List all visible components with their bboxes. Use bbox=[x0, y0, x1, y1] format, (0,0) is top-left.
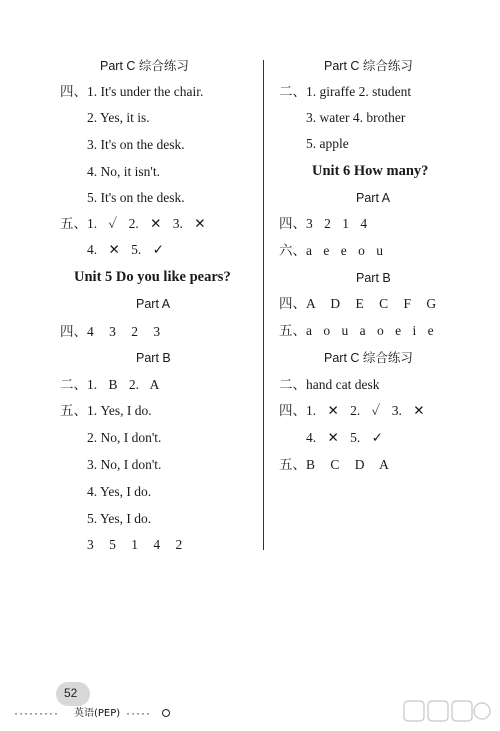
dotted-rule-right: ····· bbox=[126, 706, 151, 720]
answer-line: 3. No, I don't. bbox=[87, 457, 162, 472]
dotted-rule-left: ········· bbox=[14, 706, 59, 720]
part-b-heading: Part B bbox=[136, 351, 171, 365]
answer-line: 4. Yes, I do. bbox=[87, 484, 152, 499]
part-a-heading: Part A bbox=[136, 297, 171, 311]
answer-line: 3. It's on the desk. bbox=[87, 137, 185, 152]
column-divider bbox=[263, 60, 264, 550]
answer-line: 3. water 4. brother bbox=[306, 110, 406, 125]
check-answers-line: 四、1. ✕ 2. ✓ 3. ✕ bbox=[279, 403, 425, 418]
circle-marker-icon bbox=[162, 709, 170, 717]
answer-line: 2. No, I don't. bbox=[87, 430, 162, 445]
answer-line: 二、1. B 2. A bbox=[60, 377, 160, 392]
answer-line: 二、1. giraffe 2. student bbox=[279, 84, 412, 99]
answer-line: 5. apple bbox=[306, 136, 349, 151]
answer-line: 5. Yes, I do. bbox=[87, 511, 152, 526]
watermark-logo-icon bbox=[402, 697, 494, 727]
part-a-heading: Part A bbox=[356, 191, 391, 205]
unit-5-title: Unit 5 Do you like pears? bbox=[74, 269, 231, 285]
answer-line: 六、a e e o u bbox=[279, 243, 383, 258]
answer-line: 四、4 3 2 3 bbox=[60, 324, 161, 339]
answer-line: 四、A D E C F G bbox=[279, 296, 437, 311]
answer-line: 四、3 2 1 4 bbox=[279, 216, 368, 231]
answer-line: 四、1. It's under the chair. bbox=[60, 84, 204, 99]
part-c-heading: Part C 综合练习 bbox=[324, 351, 413, 365]
page-number: 52 bbox=[64, 686, 78, 700]
answer-line: 5. It's on the desk. bbox=[87, 190, 185, 205]
answer-line: 二、hand cat desk bbox=[279, 377, 380, 392]
part-b-heading: Part B bbox=[356, 271, 391, 285]
page-footer bbox=[14, 682, 174, 722]
part-c-heading: Part C 综合练习 bbox=[324, 59, 413, 73]
check-answers-line: 4. ✕ 5. ✓ bbox=[306, 430, 383, 445]
check-answers-line: 4. ✕ 5. ✓ bbox=[87, 242, 164, 257]
answer-line: 2. Yes, it is. bbox=[87, 110, 150, 125]
answer-line: 五、a o u a o e i e bbox=[279, 323, 434, 338]
answer-line: 五、B C D A bbox=[279, 457, 389, 472]
book-label: 英语(PEP) bbox=[74, 708, 121, 719]
check-answers-line: 五、1. ✓ 2. ✕ 3. ✕ bbox=[60, 216, 206, 231]
answer-line: 五、1. Yes, I do. bbox=[60, 403, 152, 418]
unit-6-title: Unit 6 How many? bbox=[312, 163, 429, 179]
answer-line: 4. No, it isn't. bbox=[87, 164, 160, 179]
part-c-heading: Part C 综合练习 bbox=[100, 59, 189, 73]
order-answer-line: 3 5 1 4 2 bbox=[87, 537, 183, 552]
